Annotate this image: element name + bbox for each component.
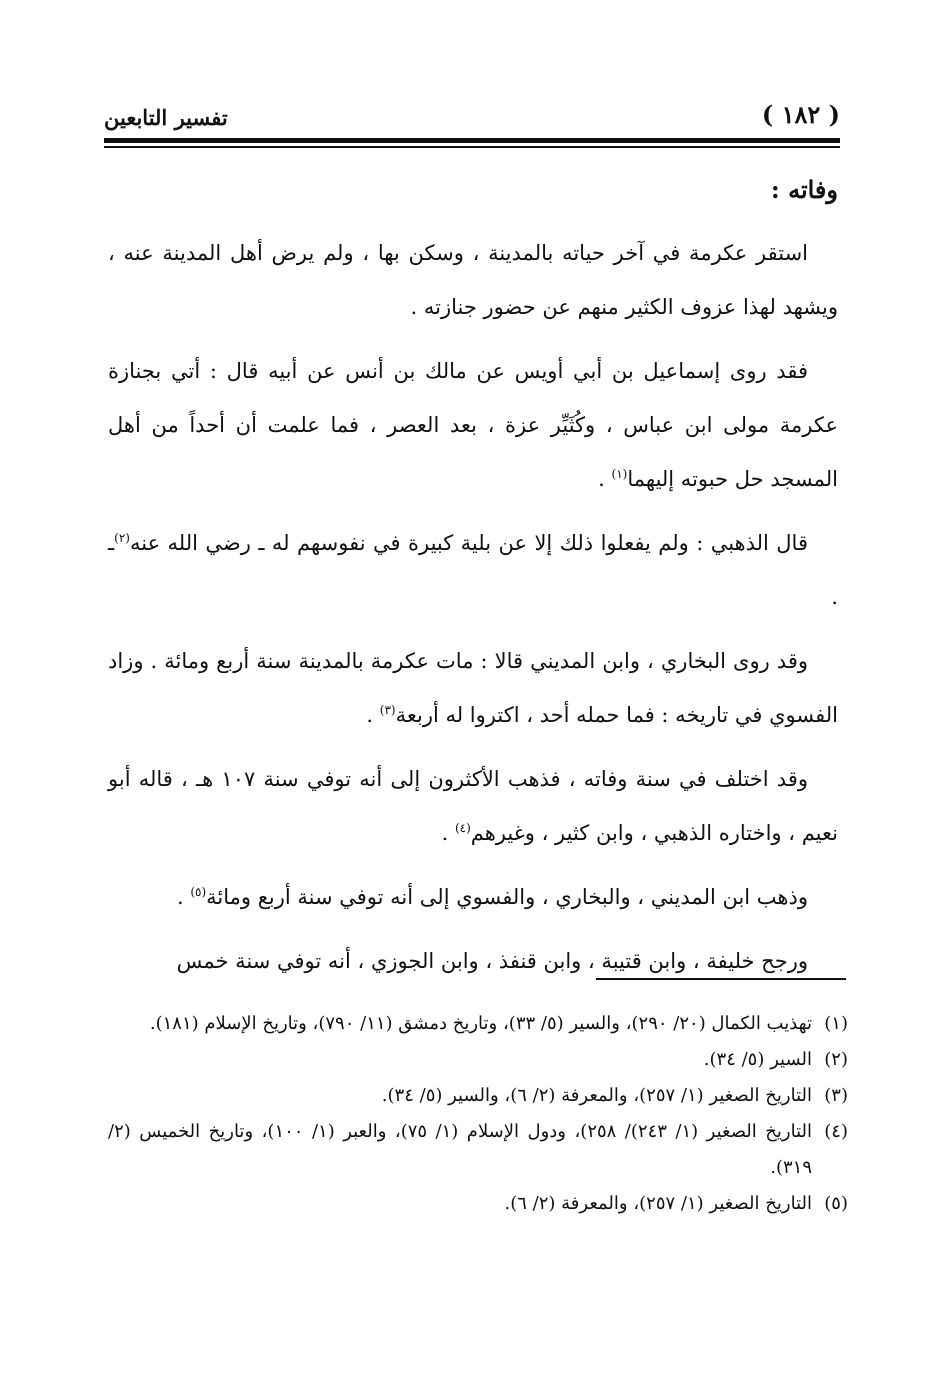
footnote-marker[interactable]: (٥) bbox=[190, 885, 207, 899]
footnote-text: التاريخ الصغير (١/ ٢٥٧)، والمعرفة (٢/ ٦). bbox=[504, 1193, 812, 1214]
footnote-marker[interactable]: (٢) bbox=[114, 531, 130, 545]
main-text bbox=[108, 168, 838, 998]
footnote-marker[interactable]: (٣) bbox=[379, 703, 396, 717]
page-header bbox=[104, 100, 840, 134]
paragraph bbox=[108, 516, 838, 624]
paragraph-text: ورجح خليفة ، وابن قتيبة ، وابن قنفذ ، وابن الجوزي ، أنه توفي سنة خمس bbox=[176, 949, 808, 973]
paragraph-tail: . bbox=[366, 703, 380, 727]
footnote-number: (٥) bbox=[824, 1193, 848, 1214]
paragraph-tail: . bbox=[441, 821, 455, 845]
footnote-text: التاريخ الصغير (١/ ٢٥٧)، والمعرفة (٢/ ٦)، والسير (٥/ ٣٤). bbox=[381, 1085, 812, 1106]
footnote bbox=[108, 1006, 848, 1042]
paragraph-text: فقد روى إسماعيل بن أبي أويس عن مالك بن أنس عن أبيه قال : أتي بجنازة عكرمة مولى ابن عباس ، وكُثَيِّر عزة ، بعد العصر ، فما علمت أن أحداً من أهل المسجد حل حبوته إليهما bbox=[108, 359, 838, 491]
footnote-number: (٢) bbox=[824, 1049, 848, 1070]
paragraph-text: قال الذهبي : ولم يفعلوا ذلك إلا عن بلية كبيرة في نفوسهم له ـ رضي الله عنه bbox=[129, 531, 808, 555]
footnote bbox=[108, 1078, 848, 1114]
paragraph-text: وقد اختلف في سنة وفاته ، فذهب الأكثرون إلى أنه توفي سنة ١٠٧ هـ ، قاله أبو نعيم ، واختاره الذهبي ، وابن كثير ، وغيرهم bbox=[108, 767, 838, 845]
paragraph bbox=[108, 634, 838, 742]
paragraph-tail: . bbox=[598, 467, 612, 491]
header-rule-thick bbox=[104, 138, 840, 143]
footnote bbox=[108, 1042, 848, 1078]
footnote-text: تهذيب الكمال (٢٠/ ٢٩٠)، والسير (٥/ ٣٣)، وتاريخ دمشق (١١/ ٧٩٠)، وتاريخ الإسلام (١٨١). bbox=[149, 1013, 812, 1034]
footnote bbox=[108, 1186, 848, 1222]
paragraph bbox=[108, 344, 838, 506]
footnote-number: (١) bbox=[824, 1013, 848, 1034]
header-rule-thin bbox=[104, 146, 840, 148]
footnotes bbox=[108, 1006, 848, 1222]
section-heading: وفاته : bbox=[770, 175, 838, 204]
page-number: ( ١٨٢ ) bbox=[761, 100, 840, 129]
footnote-number: (٤) bbox=[824, 1121, 848, 1142]
paragraph-text: وذهب ابن المديني ، والبخاري ، والفسوي إلى أنه توفي سنة أربع ومائة bbox=[206, 885, 808, 909]
footnote-marker[interactable]: (٤) bbox=[454, 821, 471, 835]
footnote-text: السير (٥/ ٣٤). bbox=[703, 1049, 812, 1070]
footnote-marker[interactable]: (١) bbox=[611, 467, 628, 481]
paragraph bbox=[108, 752, 838, 860]
footnote bbox=[108, 1114, 848, 1186]
paragraph-tail: . bbox=[176, 885, 191, 909]
paragraph-tail: ـ . bbox=[108, 531, 838, 609]
running-title: تفسير التابعين bbox=[104, 105, 228, 130]
paragraph bbox=[108, 226, 838, 334]
footnote-text: التاريخ الصغير (١/ ٢٤٣)/ ٢٥٨)، ودول الإسلام (١/ ٧٥)، والعبر (١/ ١٠٠)، وتاريخ الخميس (٢/ ٣١٩). bbox=[108, 1121, 812, 1178]
paragraph-text: استقر عكرمة في آخر حياته بالمدينة ، وسكن بها ، ولم يرض أهل المدينة عنه ، ويشهد لهذا عزوف الكثير منهم عن حضور جنازته . bbox=[108, 241, 838, 319]
footnote-separator bbox=[596, 978, 846, 980]
footnote-number: (٣) bbox=[824, 1085, 848, 1106]
paragraph-text: وقد روى البخاري ، وابن المديني قالا : مات عكرمة بالمدينة سنة أربع ومائة . وزاد الفسوي في تاريخه : فما حمله أحد ، اكتروا له أربعة bbox=[108, 649, 838, 727]
paragraph bbox=[108, 870, 838, 924]
